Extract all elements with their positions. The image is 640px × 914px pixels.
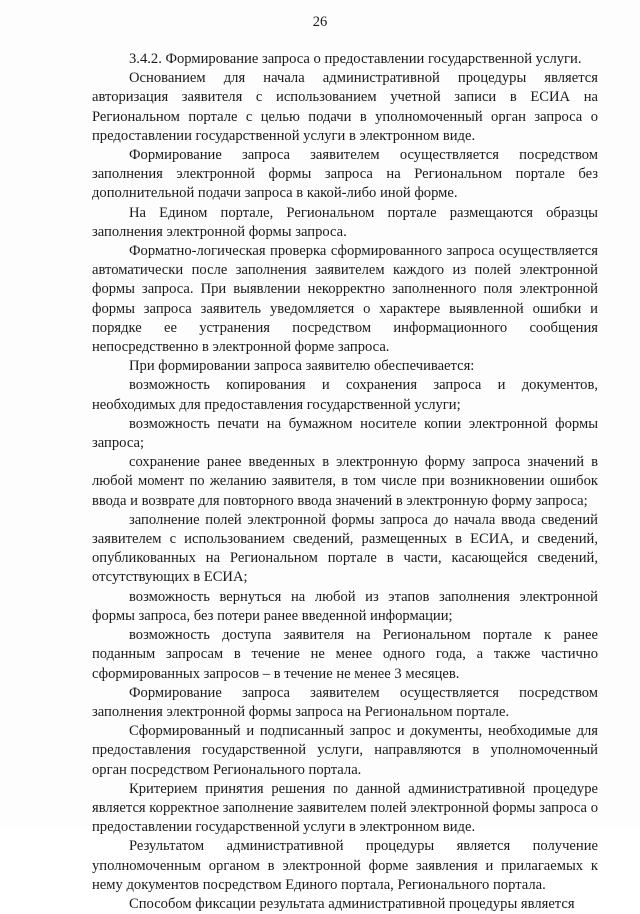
- paragraph: Основанием для начала административной процедуры является авторизация заявителя с использованием учетной записи в ЕСИА на Региональном портале с целью подачи в уполномоченный орган запроса о предоставлении государственной услуги в электронном виде.: [92, 70, 598, 144]
- list-item: возможность доступа заявителя на Региональном портале к ранее поданным запросам в течение не менее одного года, а также частично сформированных запросов – в течение не менее 3 месяцев.: [92, 627, 598, 682]
- list-item: возможность печати на бумажном носителе копии электронной формы запроса;: [92, 415, 598, 452]
- list-item: возможность вернуться на любой из этапов заполнения электронной формы запроса, без потери ранее введенной информации;: [92, 588, 598, 624]
- document-body: [92, 50, 598, 914]
- paragraph: Сформированный и подписанный запрос и документы, необходимые для предоставления государственной услуги, направляются в уполномоченный орган посредством Регионального портала.: [92, 723, 598, 778]
- paragraph: При формировании запроса заявителю обеспечивается:: [129, 358, 475, 375]
- paragraph: Формирование запроса заявителем осуществляется посредством заполнения электронной формы запроса на Региональном портале без дополнительной подачи запроса в какой-либо иной форме.: [92, 147, 598, 202]
- paragraph: Способом фиксации результата административной процедуры является: [129, 895, 575, 912]
- section-heading: 3.4.2. Формирование запроса о предоставлении государственной услуги.: [129, 51, 582, 67]
- page-number: 26: [312, 14, 328, 30]
- paragraph: Результатом административной процедуры является получение уполномоченным органом в электронной форме заявления и прилагаемых к нему документов посредством Единого портала, Регионального портала.: [92, 838, 598, 893]
- list-item: возможность копирования и сохранения запроса и документов, необходимых для предоставления государственной услуги;: [92, 377, 598, 413]
- list-item: сохранение ранее введенных в электронную форму запроса значений в любой момент по желанию заявителя, в том числе при возникновении ошибок ввода и возврате для повторного ввода значений в электронную форму запроса;: [92, 454, 598, 509]
- paragraph: Критерием принятия решения по данной административной процедуре является корректное заполнение заявителем полей электронной формы запроса о предоставлении государственной услуги в электронном виде.: [92, 780, 598, 836]
- paragraph: Форматно-логическая проверка сформированного запроса осуществляется автоматически после заполнения заявителем каждого из полей электронной формы запроса. При выявлении некорректно заполненного поля электронной формы запроса заявитель уведомляется о характере выявленной ошибки и порядке ее устранения посредством информационного сообщения непосредственно в электронной форме запроса.: [92, 243, 598, 356]
- paragraph: На Едином портале, Региональном портале размещаются образцы заполнения электронной формы запроса.: [92, 204, 598, 240]
- paragraph: Формирование запроса заявителем осуществляется посредством заполнения электронной формы запроса на Региональном портале.: [92, 684, 598, 720]
- list-item: заполнение полей электронной формы запроса до начала ввода сведений заявителем с использованием сведений, размещенных в ЕСИА, и сведений, опубликованных на Региональном портале в части, касающейся сведений, отсутствующих в ЕСИА;: [92, 511, 598, 586]
